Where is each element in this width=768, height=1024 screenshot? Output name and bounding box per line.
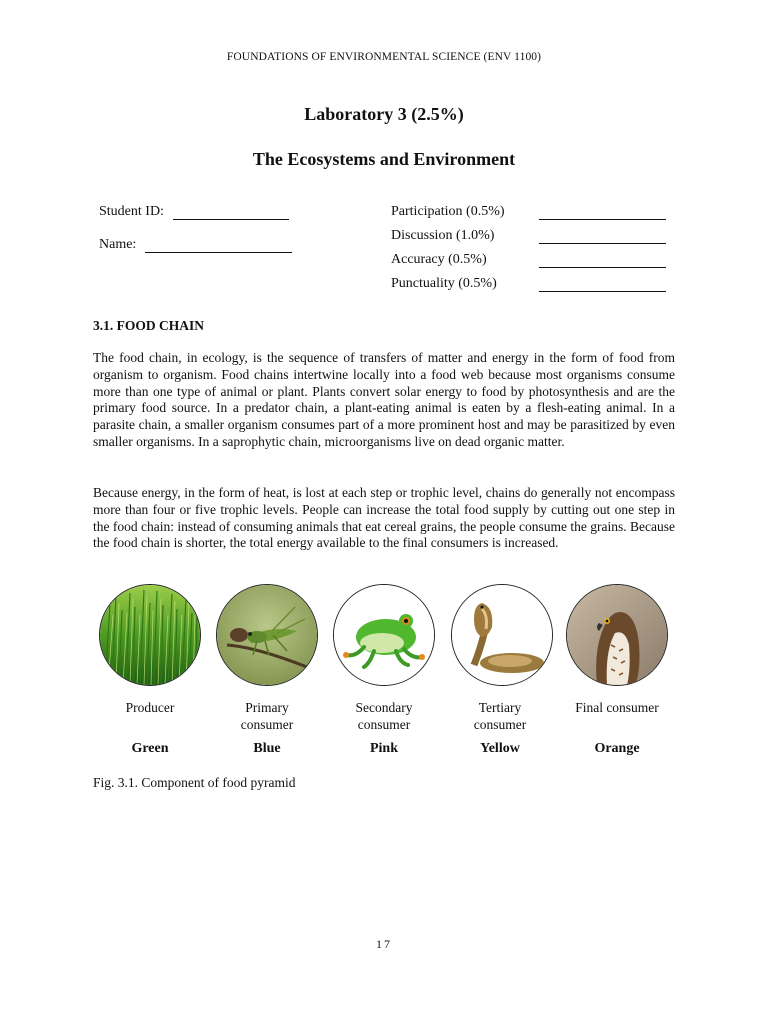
grade-accuracy [391, 252, 666, 268]
figure-caption: Fig. 3.1. Component of food pyramid [93, 775, 296, 790]
grade-blank[interactable] [539, 277, 666, 292]
trophic-caption [90, 699, 210, 716]
caption-line: Producer [125, 700, 175, 715]
student-id-field [99, 204, 289, 220]
trophic-caption [557, 699, 677, 716]
color-label: Yellow [480, 741, 520, 756]
grade-blank[interactable] [539, 229, 666, 244]
grade-label: Accuracy (0.5%) [391, 252, 487, 267]
name-field [99, 237, 292, 253]
color-label: Green [131, 741, 169, 756]
grade-discussion [391, 228, 666, 244]
grade-participation [391, 204, 666, 220]
grade-label: Punctuality (0.5%) [391, 276, 497, 291]
student-id-blank[interactable] [173, 205, 289, 220]
hawk-image [566, 584, 668, 686]
caption-line: Secondary [355, 700, 413, 715]
page-title: The Ecosystems and Environment [252, 149, 516, 169]
caption-line: Primary [245, 700, 289, 715]
grade-punctuality [391, 276, 666, 292]
lab-title: Laboratory 3 (2.5%) [304, 104, 464, 124]
color-label: Pink [369, 741, 398, 756]
caption-line: Tertiary [478, 700, 522, 715]
body-paragraph: The food chain, in ecology, is the sequence of transfers of matter and energy in the form of food from organism to organism. Food chains intertwine locally into a food web because most organisms consume more than one type of animal or plant. Plants convert solar energy to food by photosynthesis and are the primary food source. In a predator chain, a plant-eating animal is eaten by a flesh-eating animal. In a parasite chain, a smaller organism consumes part of a more prominent host and may be parasitized by even smaller organisms. In a saprophytic chain, microorganisms live on dead organic matter. [93, 350, 675, 449]
cobra-image [451, 584, 553, 686]
color-label: Blue [253, 741, 281, 756]
student-id-label: Student ID: [99, 204, 164, 219]
section-heading: 3.1. FOOD CHAIN [93, 318, 204, 333]
grass-image [99, 584, 201, 686]
caption-line: Final consumer [575, 700, 659, 715]
grade-label: Participation (0.5%) [391, 204, 505, 219]
name-label: Name: [99, 237, 137, 252]
caption-line: consumer [357, 717, 411, 732]
caption-line: consumer [473, 717, 527, 732]
caption-line: consumer [240, 717, 294, 732]
course-header: FOUNDATIONS OF ENVIRONMENTAL SCIENCE (ENV 1100) [226, 51, 542, 63]
trophic-caption [324, 699, 444, 733]
trophic-caption [440, 699, 560, 733]
grade-blank[interactable] [539, 205, 666, 220]
color-label: Orange [594, 741, 640, 756]
grade-label: Discussion (1.0%) [391, 228, 495, 243]
trophic-caption [207, 699, 327, 733]
frog-image [333, 584, 435, 686]
name-blank[interactable] [145, 238, 292, 253]
page-number: 17 [376, 937, 392, 951]
grasshopper-image [216, 584, 318, 686]
grade-blank[interactable] [539, 253, 666, 268]
body-paragraph: Because energy, in the form of heat, is lost at each step or trophic level, chains do generally not encompass more than four or five trophic levels. People can increase the total food supply by cutting out one step in the food chain: instead of consuming animals that eat cereal grains, the people consume the grains. Because the food chain is shorter, the total energy available to the final consumers is increased. [93, 485, 675, 551]
